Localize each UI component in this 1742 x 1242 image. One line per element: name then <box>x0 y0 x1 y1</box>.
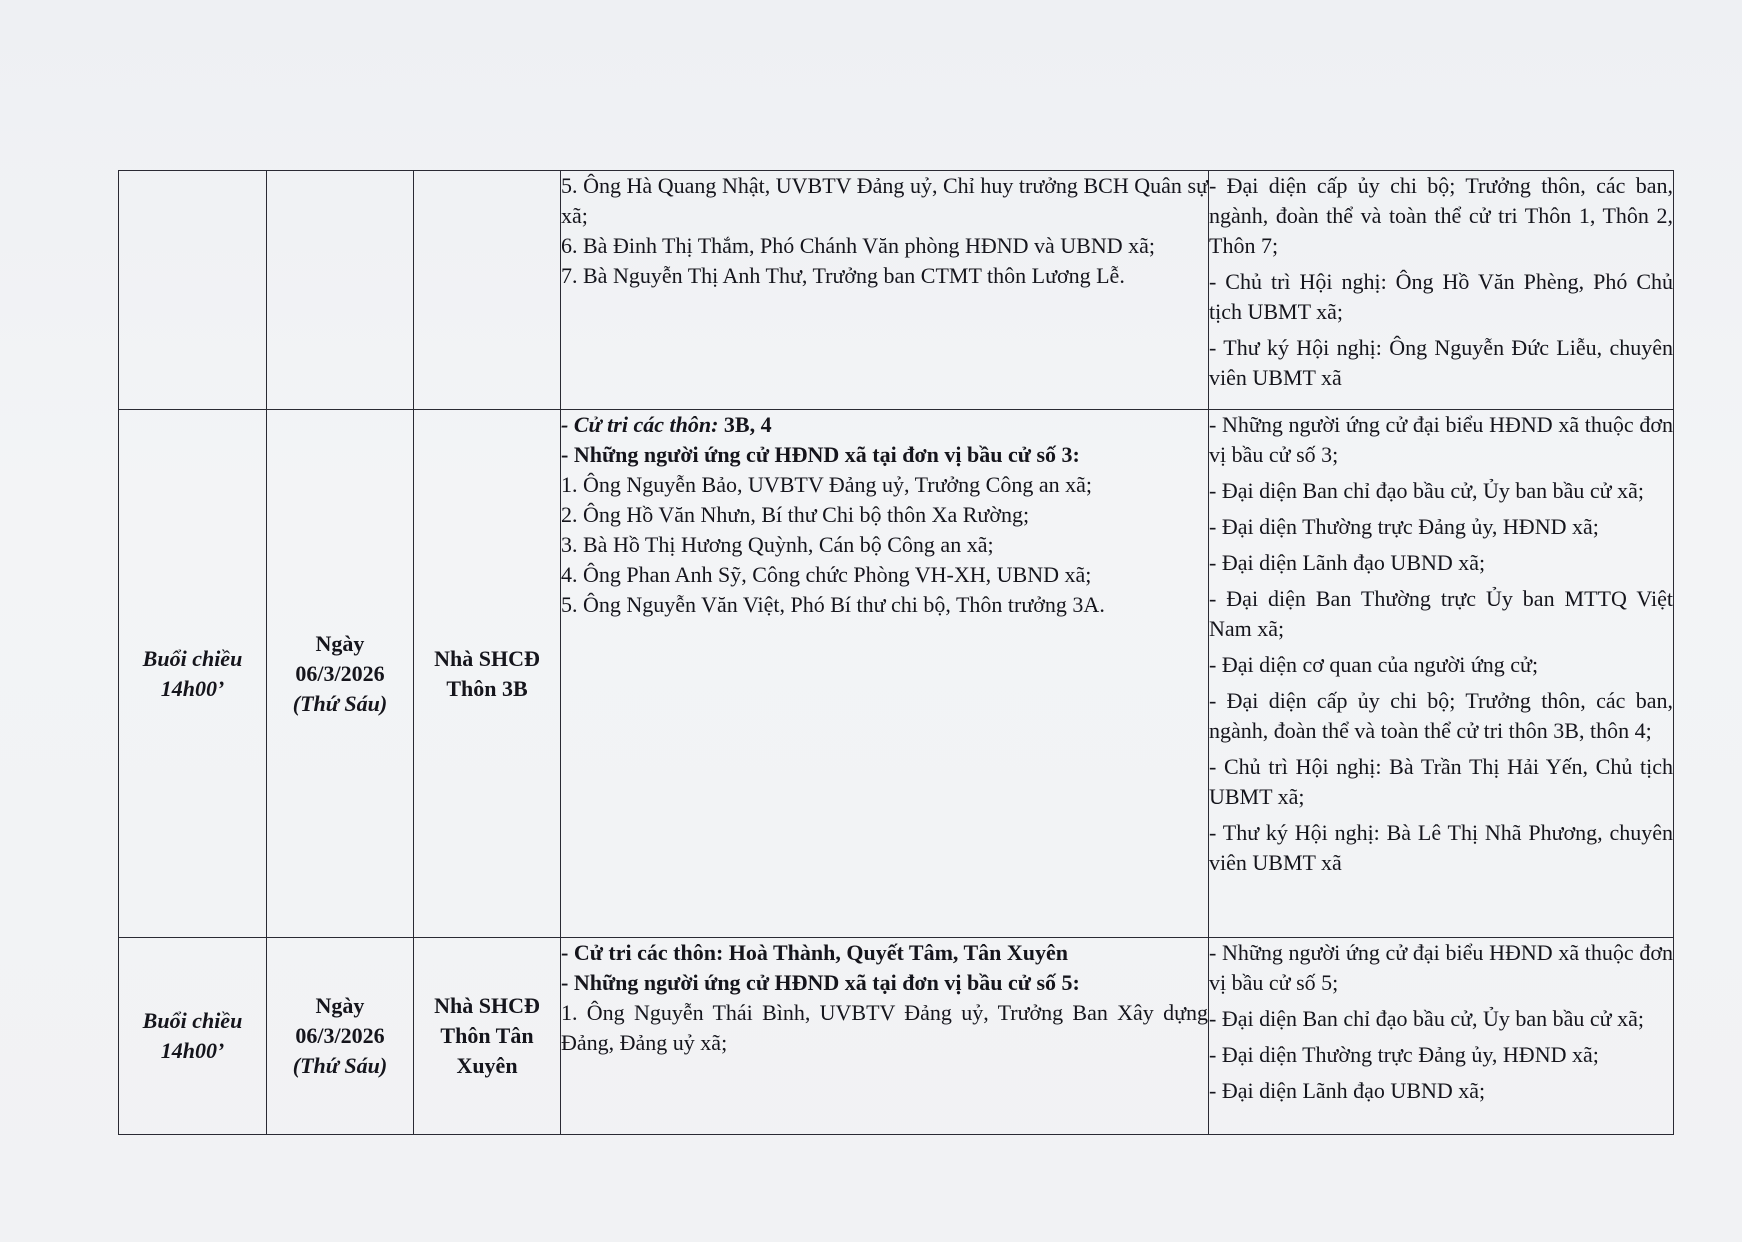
attendee-item: - Thư ký Hội nghị: Ông Nguyễn Đức Liễu, chuyên viên UBMT xã <box>1209 335 1673 390</box>
session-label: Buổi chiều <box>142 645 243 671</box>
attendee-item: - Đại diện cơ quan của người ứng cử; <box>1209 652 1539 677</box>
session-label: Buổi chiều <box>142 1008 243 1033</box>
member-item: 5. Ông Nguyễn Văn Việt, Phó Bí thư chi bộ, Thôn trưởng 3A. <box>561 592 1105 617</box>
venue-line: Thôn 3B <box>446 675 528 701</box>
attendee-item: - Đại diện Thường trực Đảng ủy, HĐND xã; <box>1209 514 1599 539</box>
date-cell <box>267 171 414 410</box>
venue-line: Xuyên <box>456 1053 518 1078</box>
meeting-schedule-table <box>118 170 1674 1135</box>
attendee-item: - Những người ứng cử đại biểu HĐND xã thuộc đơn vị bầu cử số 5; <box>1209 940 1673 995</box>
voters-header: - Cử tri các thôn: Hoà Thành, Quyết Tâm, Tân Xuyên <box>561 940 1069 965</box>
weekday: (Thứ Sáu) <box>292 1053 388 1078</box>
participants-cell <box>561 410 1209 938</box>
attendee-item: - Chủ trì Hội nghị: Ông Hồ Văn Phèng, Phó Chủ tịch UBMT xã; <box>1209 269 1673 324</box>
member-item: 1. Ông Nguyễn Thái Bình, UVBTV Đảng uỷ, Trưởng Ban Xây dựng Đảng, Đảng uỷ xã; <box>561 1000 1208 1055</box>
member-item: 5. Ông Hà Quang Nhật, UVBTV Đảng uỷ, Chỉ huy trưởng BCH Quân sự xã; <box>561 173 1208 228</box>
venue-cell <box>414 410 561 938</box>
participants-cell <box>561 938 1209 1135</box>
session-time: 14h00’ <box>160 675 225 701</box>
venue-line: Nhà SHCĐ <box>434 645 540 671</box>
candidates-header: - Những người ứng cử HĐND xã tại đơn vị bầu cử số 3: <box>561 442 1080 467</box>
session-time: 14h00’ <box>160 1038 225 1063</box>
attendees-cell <box>1209 938 1674 1135</box>
participants-cell <box>561 171 1209 410</box>
attendees-cell <box>1209 171 1674 410</box>
attendee-item: - Đại diện cấp ủy chi bộ; Trưởng thôn, các ban, ngành, đoàn thể và toàn thể cử tri thôn 3B, thôn 4; <box>1209 688 1673 743</box>
table-row <box>119 410 1674 938</box>
attendee-item: - Đại diện Thường trực Đảng ủy, HĐND xã; <box>1209 1042 1599 1067</box>
date-cell <box>267 938 414 1135</box>
attendee-item: - Những người ứng cử đại biểu HĐND xã thuộc đơn vị bầu cử số 3; <box>1209 412 1673 467</box>
attendee-item: - Đại diện Ban chỉ đạo bầu cử, Ủy ban bầu cử xã; <box>1209 1006 1644 1031</box>
date-label: Ngày <box>315 630 365 656</box>
venue-line: Nhà SHCĐ <box>434 993 540 1018</box>
attendee-item: - Đại diện Lãnh đạo UBND xã; <box>1209 550 1486 575</box>
member-item: 2. Ông Hồ Văn Nhưn, Bí thư Chi bộ thôn Xa Rường; <box>561 502 1030 527</box>
attendee-item: - Chủ trì Hội nghị: Bà Trần Thị Hải Yến, Chủ tịch UBMT xã; <box>1209 754 1673 809</box>
member-item: 3. Bà Hồ Thị Hương Quỳnh, Cán bộ Công an xã; <box>561 532 994 557</box>
venue-cell <box>414 938 561 1135</box>
session-cell <box>119 171 267 410</box>
member-item: 4. Ông Phan Anh Sỹ, Công chức Phòng VH-XH, UBND xã; <box>561 562 1092 587</box>
session-cell <box>119 938 267 1135</box>
table-row <box>119 171 1674 410</box>
member-item: 1. Ông Nguyễn Bảo, UVBTV Đảng uỷ, Trưởng Công an xã; <box>561 472 1092 497</box>
venue-line: Thôn Tân <box>440 1023 534 1048</box>
weekday: (Thứ Sáu) <box>292 690 388 716</box>
voters-header: - Cử tri các thôn: 3B, 4 <box>561 412 772 437</box>
date-value: 06/3/2026 <box>295 1023 385 1048</box>
table-row <box>119 938 1674 1135</box>
attendees-cell <box>1209 410 1674 938</box>
venue-cell <box>414 171 561 410</box>
date-label: Ngày <box>315 993 365 1018</box>
session-cell <box>119 410 267 938</box>
candidates-header: - Những người ứng cử HĐND xã tại đơn vị bầu cử số 5: <box>561 970 1080 995</box>
attendee-item: - Đại diện cấp ủy chi bộ; Trưởng thôn, các ban, ngành, đoàn thể và toàn thể cử tri Thôn 1, Thôn 2, Thôn 7; <box>1209 173 1673 258</box>
attendee-item: - Đại diện Lãnh đạo UBND xã; <box>1209 1078 1486 1103</box>
attendee-item: - Đại diện Ban chỉ đạo bầu cử, Ủy ban bầu cử xã; <box>1209 478 1644 503</box>
member-item: 7. Bà Nguyễn Thị Anh Thư, Trưởng ban CTMT thôn Lương Lễ. <box>561 263 1125 288</box>
date-value: 06/3/2026 <box>295 660 385 686</box>
date-cell <box>267 410 414 938</box>
member-item: 6. Bà Đinh Thị Thắm, Phó Chánh Văn phòng HĐND và UBND xã; <box>561 233 1155 258</box>
attendee-item: - Đại diện Ban Thường trực Ủy ban MTTQ Việt Nam xã; <box>1209 586 1673 641</box>
attendee-item: - Thư ký Hội nghị: Bà Lê Thị Nhã Phương, chuyên viên UBMT xã <box>1209 820 1673 875</box>
